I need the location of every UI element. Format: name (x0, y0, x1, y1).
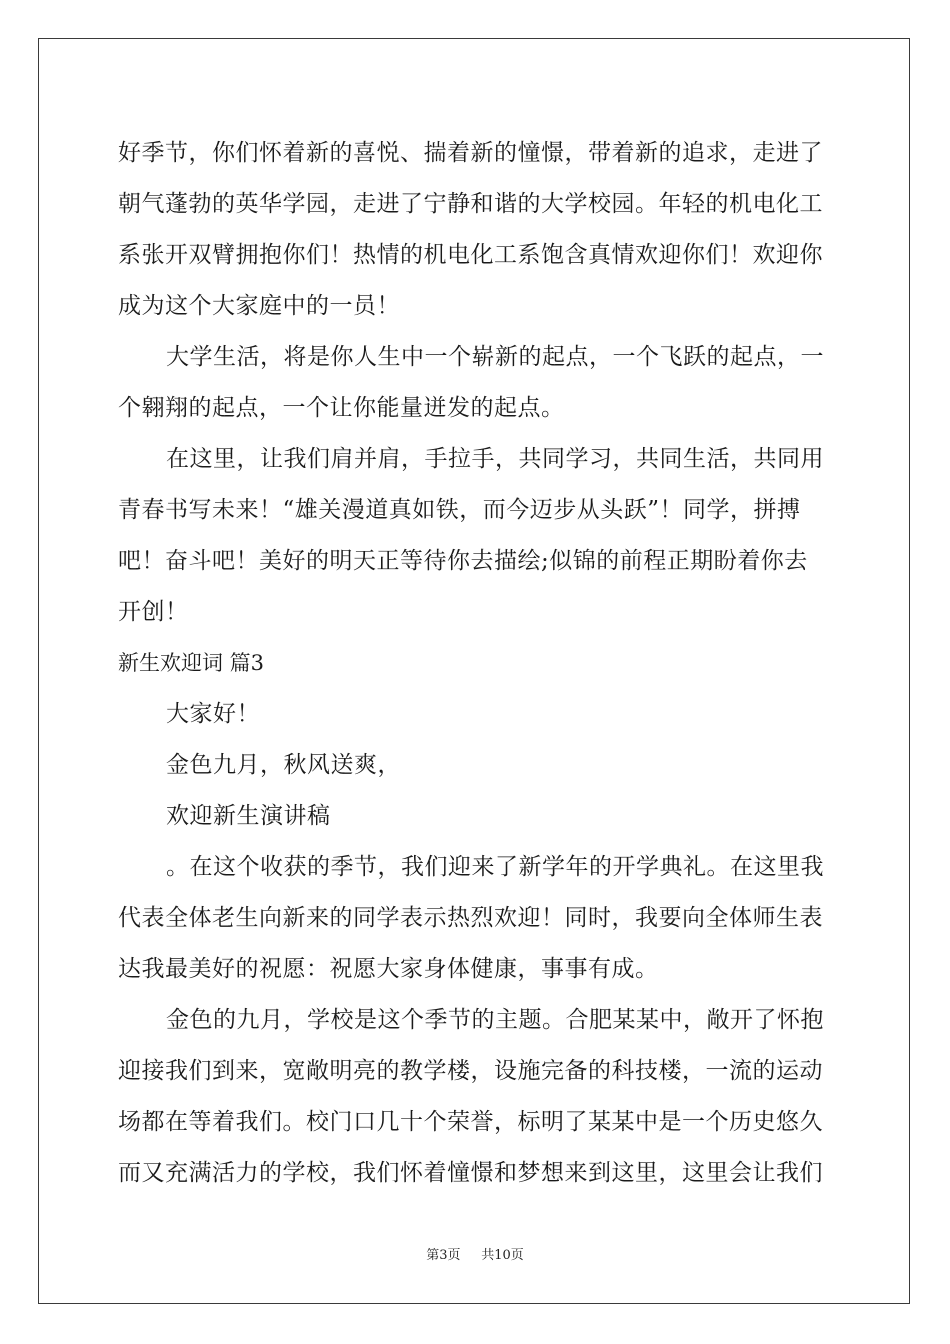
section-paragraph-block (118, 689, 834, 1199)
page-total: 共10页 (481, 1248, 524, 1263)
text-line: 金色的九月，学校是这个季节的主题。合肥某某中，敞开了怀抱 (166, 1007, 824, 1033)
text-line: 而又充满活力的学校，我们怀着憧憬和梦想来到这里，这里会让我们 (118, 1160, 823, 1186)
text-line: 代表全体老生向新来的同学表示热烈欢迎！同时，我要向全体师生表 (118, 905, 823, 931)
text-line: 场都在等着我们。校门口几十个荣誉，标明了某某中是一个历史悠久 (118, 1109, 823, 1135)
page-number: 第3页 (426, 1248, 461, 1263)
text-line: 达我最美好的祝愿：祝愿大家身体健康，事事有成。 (118, 956, 659, 982)
text-line: 吧！奋斗吧！美好的明天正等待你去描绘;似锦的前程正期盼着你去 (118, 548, 808, 574)
text-line: 。在这个收获的季节，我们迎来了新学年的开学典礼。在这里我 (166, 854, 824, 880)
text-line: 朝气蓬勃的英华学园，走进了宁静和谐的大学校园。年轻的机电化工 (118, 191, 823, 217)
text-line: 成为这个大家庭中的一员！ (118, 293, 400, 319)
page-footer (0, 1244, 950, 1263)
text-line: 大家好！ (166, 701, 260, 727)
text-line: 迎接我们到来，宽敞明亮的教学楼，设施完备的科技楼，一流的运动 (118, 1058, 823, 1084)
text-line: 个翱翔的起点，一个让你能量迸发的起点。 (118, 395, 565, 421)
text-line: 系张开双臂拥抱你们！热情的机电化工系饱含真情欢迎你们！欢迎你 (118, 242, 823, 268)
text-line: 大学生活，将是你人生中一个崭新的起点，一个飞跃的起点，一 (166, 344, 824, 370)
text-line: 好季节，你们怀着新的喜悦、揣着新的憧憬，带着新的追求，走进了 (118, 140, 823, 166)
document-body (118, 128, 834, 1199)
text-line: 青春书写未来！“雄关漫道真如铁，而今迈步从头跃”！同学，拼搏 (118, 497, 801, 523)
text-line: 欢迎新生演讲稿 (166, 803, 331, 829)
text-line: 在这里，让我们肩并肩，手拉手，共同学习，共同生活，共同用 (166, 446, 824, 472)
text-line: 开创！ (118, 599, 189, 625)
section-heading: 新生欢迎词 篇3 (118, 651, 265, 675)
paragraph-block (118, 128, 834, 638)
text-line: 金色九月，秋风送爽， (166, 752, 401, 778)
